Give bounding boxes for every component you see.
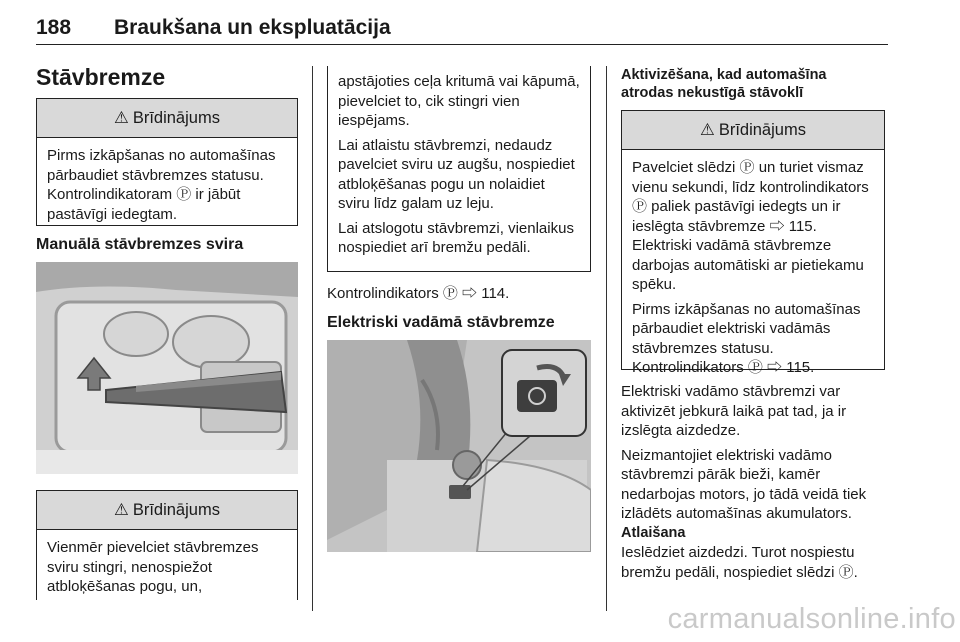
warning-text: Lai atslogotu stāvbremzi, vienlaikus nospiediet arī bremžu pedāli. [338,219,574,256]
warning-text: Lai atlaistu stāvbremzi, nedaudz pavelciet sviru uz augšu, nospiediet atbloķēšanas pogu un nolaidiet sviru līdz galam uz leju. [338,136,575,212]
body-paragraph: Elektriski vadāmo stāvbremzi var aktivizēt jebkurā laikā pat tad, ja ir izslēgta aizdedze. [621,383,847,439]
section-title: Braukšana un ekspluatācija [114,16,391,39]
activation-heading [621,66,827,102]
warning-triangle-icon: ⚠ [114,501,129,519]
indicator-reference: Kontrolindikators Ⓟ ⇨ 114. [327,285,510,302]
electric-brake-description [621,382,889,529]
release-heading: Atlaišana [621,525,686,541]
warning-label: Brīdinājums [132,108,220,127]
warning-label: Brīdinājums [132,500,220,519]
watermark: carmanualsonline.info [667,603,956,635]
column-divider-2 [606,66,607,611]
electric-brake-illustration [327,340,591,552]
warning-text: Pirms izkāpšanas no automašīnas pārbaudiet stāvbremzes statusu. Kontrolindikatoram Ⓟ ir jābūt pastāvīgi iedegtam. [47,147,276,223]
column-divider-1 [312,66,313,611]
warning-triangle-icon: ⚠ [700,121,715,139]
release-text: Ieslēdziet aizdedzi. Turot nospiestu bremžu pedāli, nospiediet slēdzi Ⓟ. [621,544,858,581]
warning-text: Vienmēr pievelciet stāvbremzes sviru stingri, nenospiežot atbloķēšanas pogu, un, [47,539,259,595]
manual-brake-subheading: Manuālā stāvbremzes svira [36,236,244,253]
warning-header [37,491,297,530]
page-title: Stāvbremze [36,64,166,90]
body-paragraph: Neizmantojiet elektriski vadāmo stāvbremzi pārāk bieži, kamēr nedarbojas motors, jo tādā veidā tiek izlādēts automašīnas akumulators. [621,446,867,522]
page-number: 188 [36,16,72,39]
activation-heading-line: atrodas nekustīgā stāvoklī [621,85,804,101]
warning-label: Brīdinājums [718,120,806,139]
warning-box-continued [327,66,591,272]
warning-triangle-icon: ⚠ [114,109,129,127]
handbrake-lever-illustration [36,262,298,474]
activation-heading-line: Aktivizēšana, kad automašīna [621,67,827,83]
electric-brake-subheading: Elektriski vadāmā stāvbremze [327,314,555,331]
warning-header [37,99,297,138]
warning-box-2 [36,490,298,600]
warning-text: Pavelciet slēdzi Ⓟ un turiet vismaz vienu sekundi, līdz kontrolindikators Ⓟ paliek pastāvīgi iedegts un ir ieslēgta stāvbremze ⇨ 115. Elektriski vadāmā stāvbremze darbojas automātiski ar pietiekamu spēku. [632,159,869,293]
warning-text: apstājoties ceļa kritumā vai kāpumā, pievelciet to, cik stingri vien iespējams. [338,73,580,129]
page-header [36,12,888,45]
warning-box-1 [36,98,298,226]
warning-text: Pirms izkāpšanas no automašīnas pārbaudiet elektriski vadāmās stāvbremzes statusu. Kontrolindikators Ⓟ ⇨ 115. [632,300,861,376]
warning-header [622,111,884,150]
warning-box-3 [621,110,885,376]
